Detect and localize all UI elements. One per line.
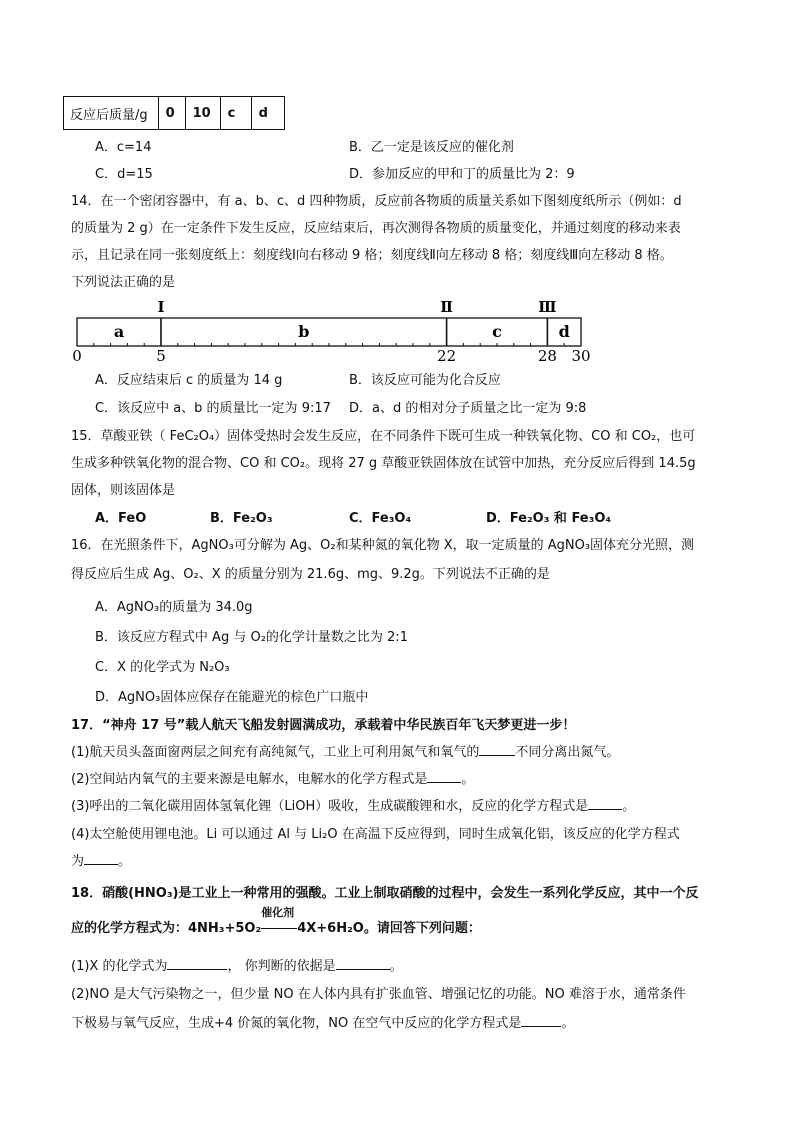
- answer-blank[interactable]: [336, 956, 390, 970]
- reaction-line: [261, 928, 297, 929]
- table-cell: 10: [185, 97, 220, 130]
- q14-option-b: B．该反应可能为化合反应: [349, 373, 501, 388]
- q17-title: 17．“神舟 17 号”载人航天飞船发射圆满成功，承载着中华民族百年飞天梦更进一步！: [71, 718, 576, 733]
- ruler-segment-label: d: [558, 322, 570, 341]
- ruler-tick-label: 30: [571, 347, 591, 363]
- ruler-tick-label: 0: [72, 347, 82, 363]
- scale-ruler-figure: [60, 293, 620, 363]
- ruler-tick-label: 22: [437, 347, 457, 363]
- q14-option-a: A．反应结束后 c 的质量为 14 g: [95, 373, 283, 388]
- q16-option-d: D．AgNO₃固体应保存在能避光的棕色广口瓶中: [95, 690, 369, 705]
- q15-option-d: D．Fe₂O₃ 和 Fe₃O₄: [486, 511, 612, 526]
- q13-option-b: B．乙一定是该反应的催化剂: [349, 140, 514, 155]
- ruler-segment-label: b: [298, 322, 310, 341]
- q13-option-a: A．c=14: [95, 140, 152, 155]
- q16-option-c: C．X 的化学式为 N₂O₃: [95, 660, 230, 675]
- equation-left: 应的化学方程式为：4NH₃+5O₂: [71, 921, 262, 936]
- q16-option-b: B．该反应方程式中 Ag 与 O₂的化学计量数之比为 2:1: [95, 630, 408, 645]
- q15-line-2: 生成多种铁氧化物的混合物、CO 和 CO₂。现将 27 g 草酸亚铁固体放在试管中加热，充分反应后得到 14.5g: [71, 456, 696, 471]
- q17-part-2-text: (2)空间站内氧气的主要来源是电解水，电解水的化学方程式是: [71, 772, 428, 787]
- q17-part-3-end: 。: [622, 799, 636, 814]
- q14-stem-line-2: 的质量为 2 g）在一定条件下发生反应，反应结束后，再次测得各物质的质量变化，并通过刻度的移动来表: [71, 221, 681, 236]
- equation-right: 4X+6H₂O。请回答下列问题：: [297, 921, 481, 936]
- q16-line-2: 得反应后生成 Ag、O₂、X 的质量分别为 21.6g、mg、9.2g。下列说法不正确的是: [71, 567, 550, 582]
- q16-line-1: 16．在光照条件下，AgNO₃可分解为 Ag、O₂和某种氮的氧化物 X，取一定质量的 AgNO₃固体充分光照，测: [71, 538, 695, 553]
- q14-stem-line-4: 下列说法正确的是: [71, 275, 176, 290]
- answer-blank[interactable]: [479, 742, 515, 756]
- q18-part-2-text: 下极易与氧气反应，生成+4 价氮的氧化物，NO 在空气中反应的化学方程式是: [71, 1016, 522, 1031]
- q17-part-3: [71, 795, 635, 814]
- ruler-marker-label: Ⅰ: [157, 298, 165, 316]
- q18-part-2-end: 。: [561, 1016, 575, 1031]
- q15-option-c: C．Fe₃O₄: [349, 511, 412, 526]
- q18-line-2: [71, 906, 481, 936]
- q17-part-1-end: 不同分离出氮气。: [515, 745, 620, 760]
- q16-option-a: A．AgNO₃的质量为 34.0g: [95, 600, 253, 615]
- q18-part-1-text: (1)X 的化学式为: [71, 959, 168, 974]
- ruler-marker-label: Ⅲ: [538, 298, 557, 316]
- answer-blank[interactable]: [84, 851, 118, 865]
- q14-option-c: C．该反应中 a、b 的质量比一定为 9:17: [95, 401, 331, 416]
- q15-line-1: 15．草酸亚铁（ FeC₂O₄）固体受热时会发生反应，在不同条件下既可生成一种铁氧化物、CO 和 CO₂，也可: [71, 429, 696, 444]
- q14-option-d: D．a、d 的相对分子质量之比一定为 9:8: [349, 401, 587, 416]
- q15-line-3: 固体，则该固体是: [71, 483, 176, 498]
- q17-part-4-cont-end: 。: [118, 854, 132, 869]
- q15-option-a: A．FeO: [95, 511, 147, 526]
- ruler-segment-label: c: [492, 322, 502, 341]
- q17-part-4: (4)太空舱使用锂电池。Li 可以通过 Al 与 Li₂O 在高温下反应得到，同时生成氧化铝，该反应的化学方程式: [71, 827, 680, 842]
- ruler-tick-label: 5: [156, 347, 166, 363]
- table-cell: c: [220, 97, 251, 130]
- catalyst-label: 催化剂: [261, 906, 295, 919]
- answer-blank[interactable]: [167, 956, 227, 970]
- ruler-segment-label: a: [113, 322, 125, 341]
- q18-part-1-end: 。: [389, 959, 403, 974]
- q17-part-1: [71, 741, 619, 760]
- scale-ruler: [60, 293, 620, 363]
- table-row: [64, 97, 285, 130]
- q17-part-3-text: (3)呼出的二氧化碳用固体氢氧化锂（LiOH）吸收，生成碳酸锂和水，反应的化学方程式是: [71, 799, 589, 814]
- answer-blank[interactable]: [588, 796, 622, 810]
- q17-part-2-end: 。: [461, 772, 475, 787]
- answer-blank[interactable]: [427, 769, 461, 783]
- q18-part-2-line-2: [71, 1012, 574, 1031]
- q17-part-1-text: (1)航天员头盔面窗两层之间充有高纯氮气，工业上可利用氮气和氧气的: [71, 745, 480, 760]
- ruler-tick-label: 28: [537, 347, 557, 363]
- q14-stem-line-1: 14．在一个密闭容器中，有 a、b、c、d 四种物质，反应前各物质的质量关系如下图刻度纸所示（例如：d: [71, 194, 682, 209]
- catalyst-arrow: [261, 906, 297, 936]
- ruler-frame: [77, 318, 581, 346]
- q17-part-2: [71, 768, 474, 787]
- reaction-table: [63, 96, 285, 130]
- table-cell: 0: [158, 97, 185, 130]
- q13-option-c: C．d=15: [95, 167, 153, 182]
- ruler-marker-label: Ⅱ: [440, 298, 453, 316]
- q18-part-1: [71, 955, 403, 974]
- q13-option-d: D．参加反应的甲和丁的质量比为 2：9: [349, 167, 575, 182]
- q17-part-4-cont-text: 为: [71, 854, 85, 869]
- q14-stem-line-3: 示，且记录在同一张刻度纸上：刻度线Ⅰ向右移动 9 格；刻度线Ⅱ向左移动 8 格；刻度线Ⅲ向左移动 8 格。: [71, 248, 673, 263]
- q18-part-1-mid: ， 你判断的依据是: [227, 959, 336, 974]
- answer-blank[interactable]: [521, 1013, 561, 1027]
- table-cell: d: [251, 97, 284, 130]
- q18-part-2-line-1: (2)NO 是大气污染物之一，但少量 NO 在人体内具有扩张血管、增强记忆的功能。NO 难溶于水，通常条件: [71, 987, 686, 1002]
- q15-option-b: B．Fe₂O₃: [210, 511, 273, 526]
- q17-part-4-cont: [71, 850, 131, 869]
- q18-line-1: 18．硝酸(HNO₃)是工业上一种常用的强酸。工业上制取硝酸的过程中，会发生一系列化学反应，其中一个反: [71, 886, 699, 901]
- table-row-label: 反应后质量/g: [64, 97, 159, 130]
